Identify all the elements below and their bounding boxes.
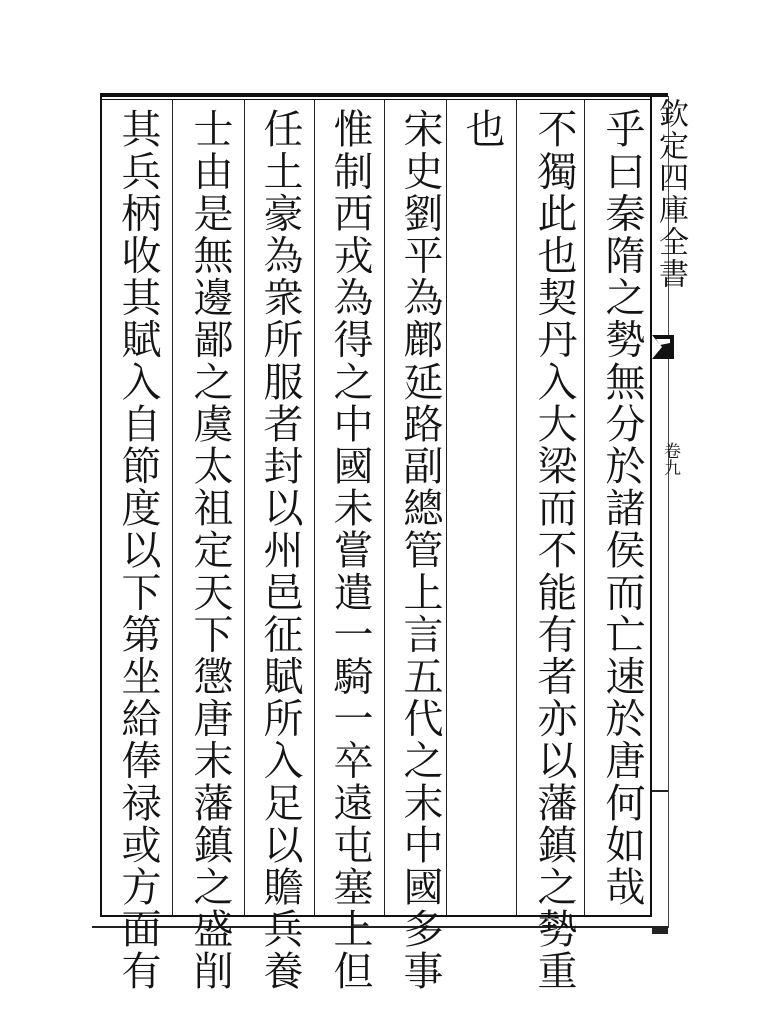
- text-column-1: 乎曰秦隋之勢無分於諸侯而亡速於唐何如哉: [599, 108, 645, 908]
- column-separator: [516, 100, 517, 915]
- frame-right-border: [650, 96, 652, 916]
- margin-tick-mark: [652, 790, 668, 792]
- text-column-4: 宋史劉平為鄜延路副總管上言五代之末中國多事: [397, 108, 443, 993]
- bottom-corner-mark: [652, 928, 668, 934]
- column-separator: [314, 100, 315, 915]
- volume-label: 卷九: [660, 442, 680, 476]
- column-separator: [172, 100, 173, 915]
- text-column-7: 士由是無邊鄙之虞太祖定天下懲唐末藩鎮之盛削: [187, 108, 233, 993]
- frame-top-border: [100, 93, 668, 97]
- column-separator: [584, 100, 585, 915]
- book-title: 欽定四庫全書: [653, 98, 688, 290]
- text-column-3: 也: [459, 108, 505, 151]
- column-separator: [384, 100, 385, 915]
- text-column-2: 不獨此也契丹入大梁而不能有者亦以藩鎮之勢重: [531, 108, 577, 993]
- frame-left-border: [100, 96, 102, 916]
- frame-top-inner-border: [100, 99, 652, 100]
- fishtail-mark-icon: [650, 333, 676, 361]
- text-column-6: 任土豪為衆所服者封以州邑征賦所入足以贍兵養: [257, 108, 303, 993]
- frame-bottom-outer-border: [92, 926, 668, 928]
- column-separator: [244, 100, 245, 915]
- text-column-8: 其兵柄收其賦入自節度以下第坐給俸禄或方面有: [115, 108, 161, 993]
- text-column-5: 惟制西戎為得之中國未嘗遣一騎一卒遠屯塞上但: [327, 108, 373, 993]
- column-separator: [446, 100, 447, 915]
